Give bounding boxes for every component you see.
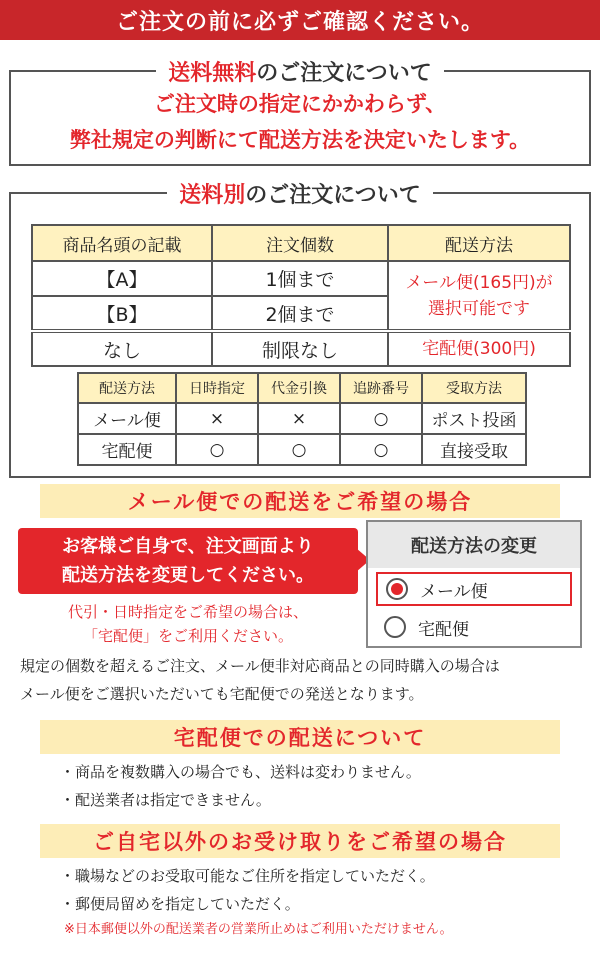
table-header-cell: 配送方法 [78,373,176,403]
table-cell: 2個まで [212,296,388,331]
cod-note-line1: 代引・日時指定をご希望の場合は、 [67,603,308,621]
radio-unselected-icon[interactable] [384,616,406,638]
cross-mark-icon: × [176,403,258,434]
takuhai-section-banner-text: 宅配便での配送について [173,726,427,750]
free-shipping-title [156,56,444,87]
table-header-cell: 代金引換 [258,373,340,403]
table-header-cell: 配送方法 [388,225,570,261]
quantity-table [31,224,571,367]
cross-mark-icon: × [258,403,340,434]
table-cell: 【B】 [32,296,212,331]
table-row [78,434,526,465]
paid-shipping-title-rest: のご注文について [245,183,421,208]
paid-shipping-title-red: 送料別 [179,183,246,208]
paid-shipping-title [167,178,433,209]
option-mail-bin[interactable] [376,572,572,606]
option-takuhai-bin-label: 宅配便 [418,619,469,640]
table-cell: 制限なし [212,331,388,366]
table-cell: ポスト投函 [422,403,526,434]
shipping-method-table [77,372,527,466]
cod-note [18,600,358,648]
callout-line2: 配送方法を変更してください。 [62,565,314,586]
notice-banner [0,0,600,40]
table-header-cell: 注文個数 [212,225,388,261]
table-row [78,403,526,434]
carrier-note: ※日本郵便以外の配送業者の営業所止めはご利用いただけません。 [64,922,453,937]
table-cell: 宅配便 [78,434,176,465]
table-header-cell: 追跡番号 [340,373,422,403]
table-header-row [32,225,570,261]
free-shipping-title-rest: のご注文について [256,61,432,86]
table-cell: メール便 [78,403,176,434]
free-shipping-title-red: 送料無料 [168,61,257,86]
circle-mark-icon: ○ [258,434,340,465]
takuhai-section-banner [40,720,560,754]
excess-quantity-note [20,652,590,708]
cod-note-line2: 「宅配便」をご利用ください。 [82,627,293,645]
circle-mark-icon: ○ [340,434,422,465]
table-cell: 1個まで [212,261,388,296]
free-shipping-line2: 弊社規定の判断にて配送方法を決定いたします。 [69,128,531,152]
change-instruction-callout [18,528,358,594]
mail-section-banner [40,484,560,518]
other-address-banner-text: ご自宅以外のお受け取りをご希望の場合 [93,830,507,854]
table-cell: 宅配便(300円) [388,331,570,366]
circle-mark-icon: ○ [340,403,422,434]
other-address-bullets [60,862,580,942]
takuhai-bullets [60,758,580,814]
table-header-row [78,373,526,403]
excess-note-line2: メール便をご選択いただいても宅配便での発送となります。 [20,685,424,703]
shipping-change-title: 配送方法の変更 [368,522,580,568]
notice-title: ご注文の前に必ずご確認ください。 [115,9,484,35]
table-cell: なし [32,331,212,366]
list-item: ・職場などのお受取可能なご住所を指定していただく。 [60,867,435,885]
list-item: ・郵便局留めを指定していただく。 [60,895,300,913]
radio-selected-icon[interactable] [386,578,408,600]
excess-note-line1: 規定の個数を超えるご注文、メール便非対応商品との同時購入の場合は [20,657,500,675]
circle-mark-icon: ○ [176,434,258,465]
table-cell: 【A】 [32,261,212,296]
shipping-change-box [366,520,582,648]
table-header-cell: 商品名頭の記載 [32,225,212,261]
other-address-section-banner [40,824,560,858]
mail-method-cell [388,261,570,331]
table-row [32,261,570,296]
option-mail-bin-label: メール便 [420,581,488,602]
table-header-cell: 日時指定 [176,373,258,403]
free-shipping-line1: ご注文時の指定にかかわらず、 [153,92,447,116]
table-cell: 直接受取 [422,434,526,465]
mail-method-line1: メール便(165円)が [405,272,553,293]
callout-line1: お客様ご自身で、注文画面より [62,536,314,557]
list-item: ・商品を複数購入の場合でも、送料は変わりません。 [60,763,421,781]
paid-shipping-box [9,183,591,478]
free-shipping-box [9,61,591,166]
table-row [32,331,570,366]
table-header-cell: 受取方法 [422,373,526,403]
mail-section-banner-text: メール便での配送をご希望の場合 [127,490,473,514]
option-takuhai-bin[interactable] [376,610,572,644]
list-item: ・配送業者は指定できません。 [60,791,271,809]
mail-method-line2: 選択可能です [428,298,530,319]
